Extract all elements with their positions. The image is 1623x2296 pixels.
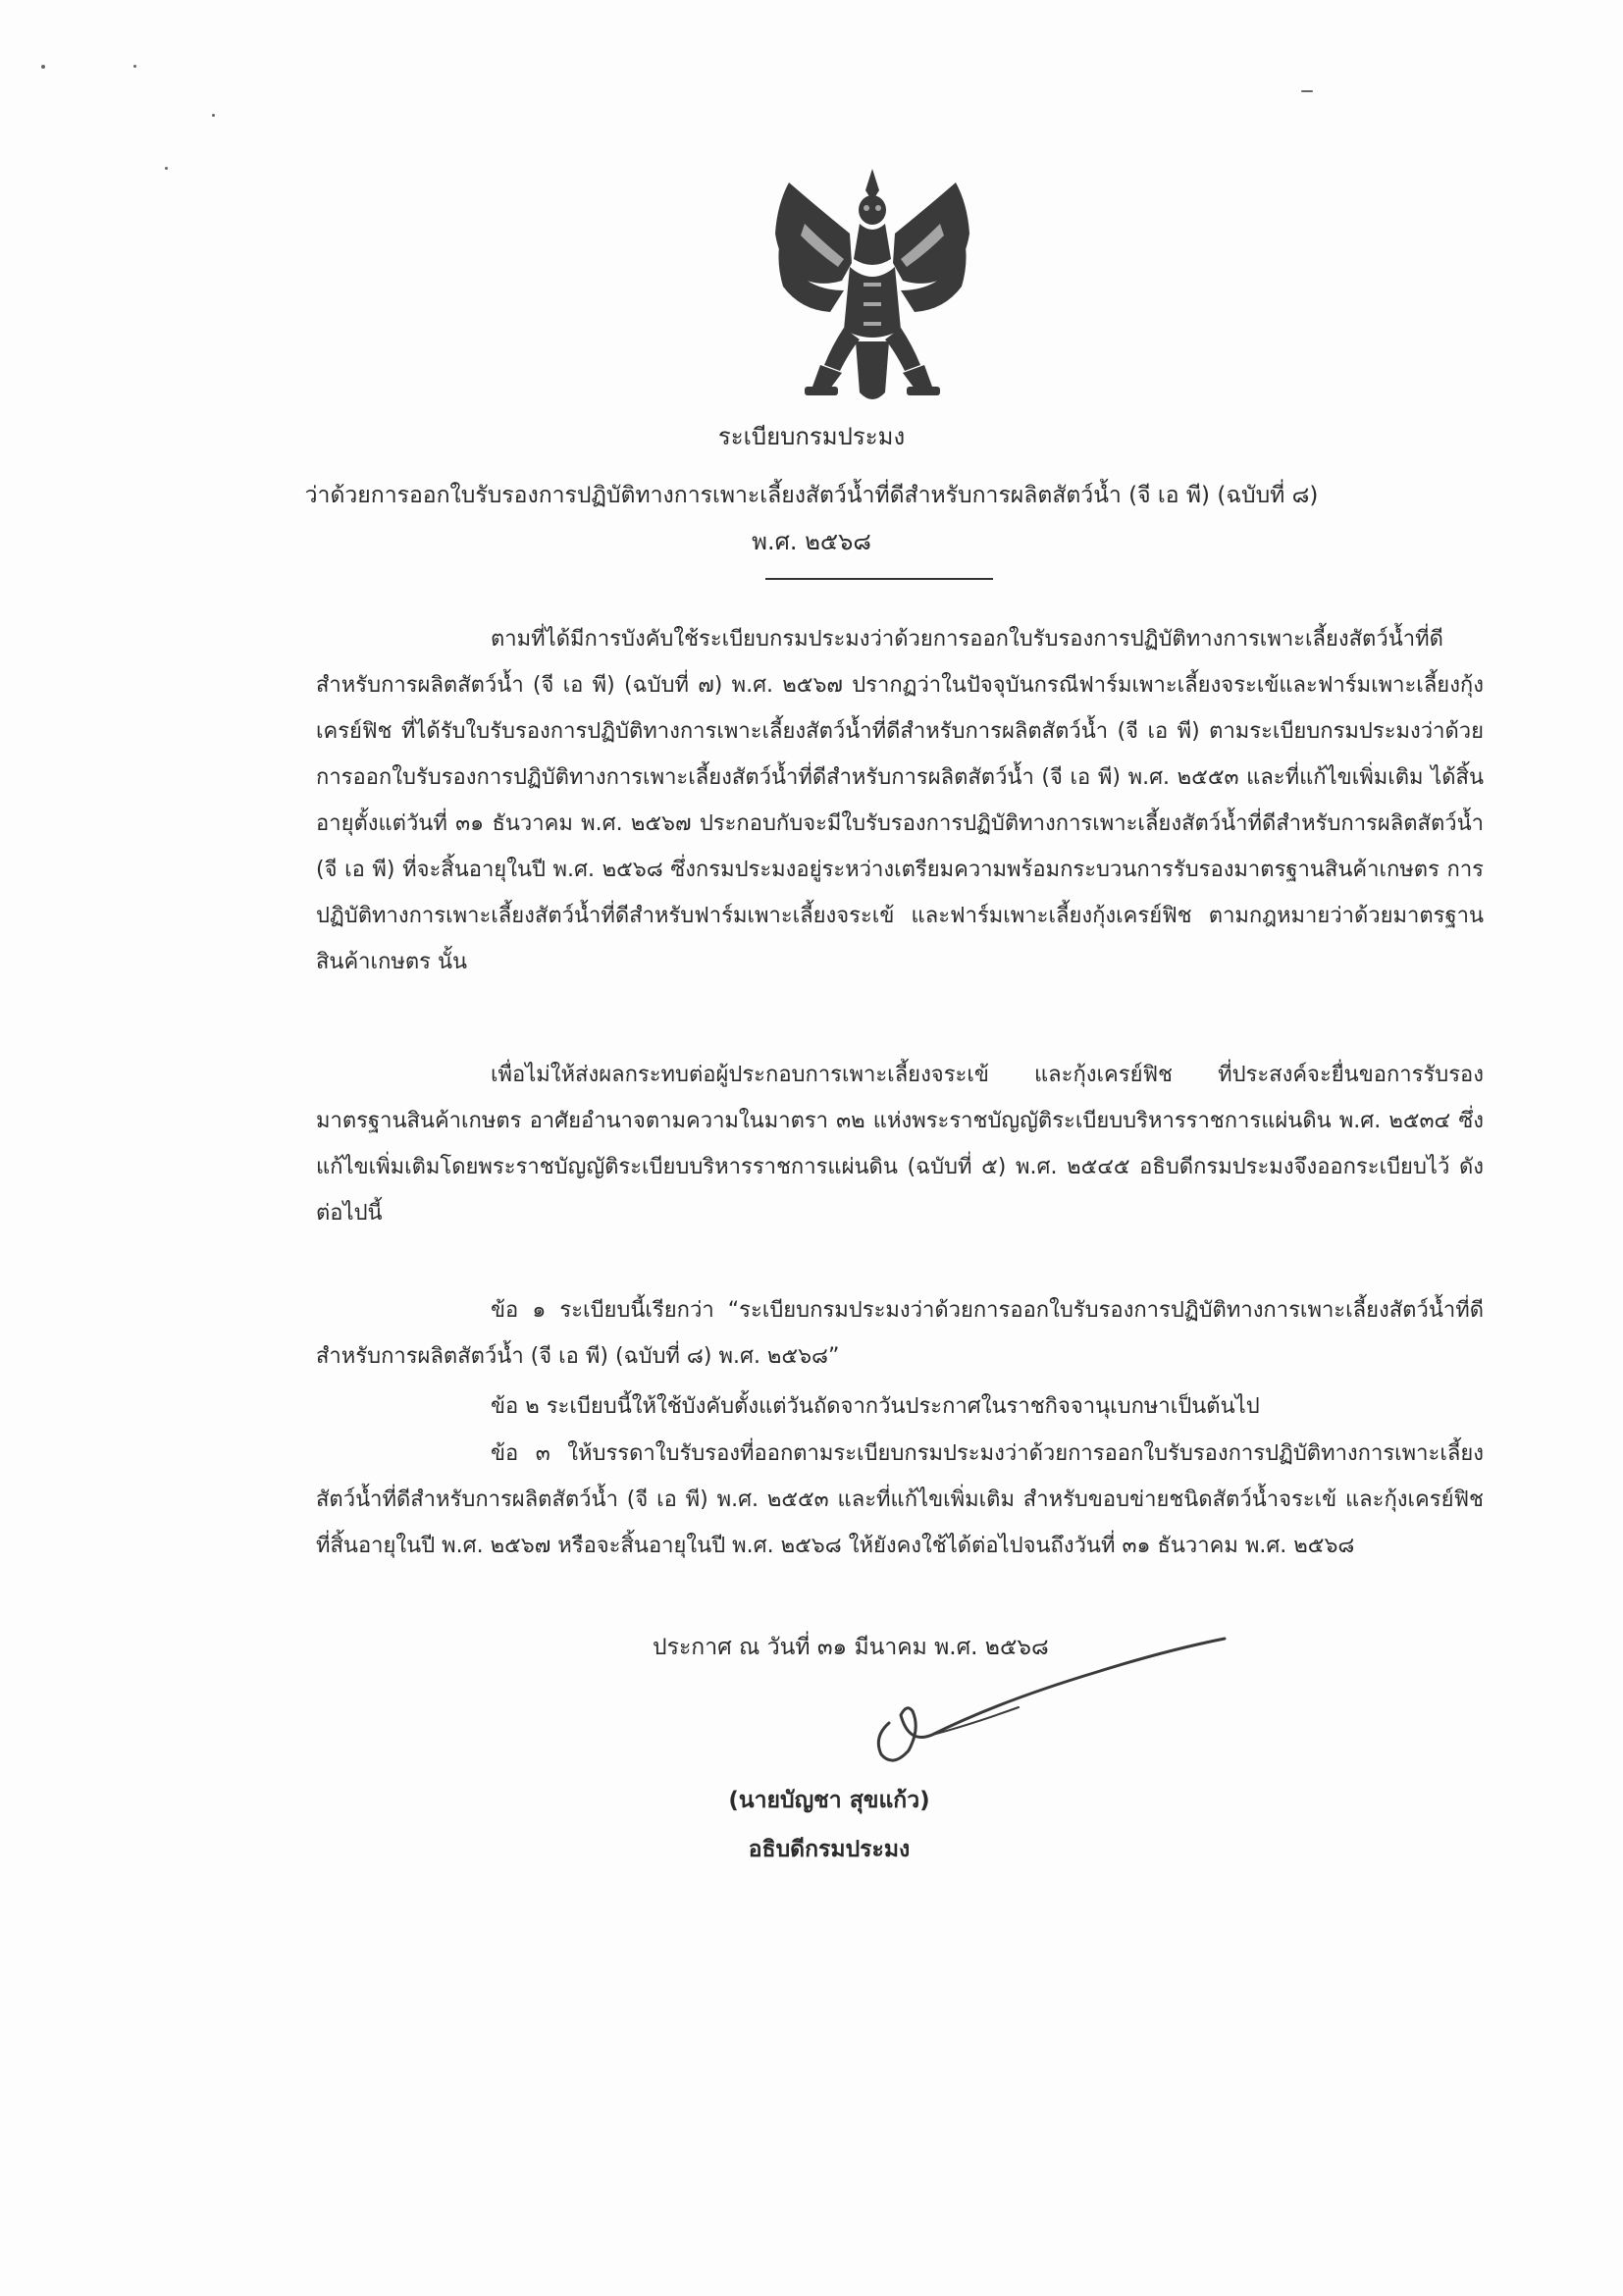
scan-speck (212, 114, 215, 117)
scan-speck (165, 167, 168, 170)
scan-speck (133, 65, 136, 68)
authority-paragraph: เพื่อไม่ให้ส่งผลกระทบต่อผู้ประกอบการเพาะเลี้ยงจระเข้ และกุ้งเครย์ฟิช ที่ประสงค์จะยื่นขอการรับรองมาตรฐานสินค้าเกษตร อาศัยอำนาจตามความในมาตรา ๓๒ แห่งพระราชบัญญัติระเบียบบริหารราชการแผ่นดิน พ.ศ. ๒๕๓๔ ซึ่งแก้ไขเพิ่มเติมโดยพระราชบัญญัติระเบียบบริหารราชการแผ่นดิน (ฉบับที่ ๕) พ.ศ. ๒๕๔๕ อธิบดีกรมประมงจึงออกระเบียบไว้ ดังต่อไปนี้ (316, 1063, 1484, 1226)
document-title: ระเบียบกรมประมง (717, 423, 906, 450)
document-subtitle: ว่าด้วยการออกใบรับรองการปฏิบัติทางการเพาะเลี้ยงสัตว์น้ำที่ดีสำหรับการผลิตสัตว์น้ำ (จี เอ พี) (ฉบับที่ ๘) (304, 483, 1319, 508)
scan-speck (41, 65, 45, 69)
clause-3-paragraph: ข้อ ๓ ให้บรรดาใบรับรองที่ออกตามระเบียบกรมประมงว่าด้วยการออกใบรับรองการปฏิบัติทางการเพาะเลี้ยงสัตว์น้ำที่ดีสำหรับการผลิตสัตว์น้ำ (จี เอ พี) พ.ศ. ๒๕๕๓ และที่แก้ไขเพิ่มเติม สำหรับขอบข่ายชนิดสัตว์น้ำจระเข้ และกุ้งเครย์ฟิช ที่สิ้นอายุในปี พ.ศ. ๒๕๖๗ หรือจะสิ้นอายุในปี พ.ศ. ๒๕๖๘ ให้ยังคงใช้ได้ต่อไปจนถึงวันที่ ๓๑ ธันวาคม พ.ศ. ๒๕๖๘ (316, 1441, 1484, 1558)
signer-title: อธิบดีกรมประมง (748, 1837, 911, 1862)
garuda-emblem-icon (765, 165, 979, 412)
signer-name: (นายบัญชา สุขแก้ว) (728, 1788, 930, 1813)
promulgation-date: ประกาศ ณ วันที่ ๓๑ มีนาคม พ.ศ. ๒๕๖๘ (653, 1635, 1049, 1660)
clause-2-paragraph: ข้อ ๒ ระเบียบนี้ให้ใช้บังคับตั้งแต่วันถัดจากวันประกาศในราชกิจจานุเบกษาเป็นต้นไป (491, 1394, 1260, 1419)
title-divider (765, 578, 993, 580)
scan-speck (1301, 90, 1313, 92)
document-year: พ.ศ. ๒๕๖๘ (752, 528, 871, 555)
signature-mark (852, 1617, 1244, 1784)
preamble-paragraph: ตามที่ได้มีการบังคับใช้ระเบียบกรมประมงว่าด้วยการออกใบรับรองการปฏิบัติทางการเพาะเลี้ยงสัตว์น้ำที่ดีสำหรับการผลิตสัตว์น้ำ (จี เอ พี) (ฉบับที่ ๗) พ.ศ. ๒๕๖๗ ปรากฏว่าในปัจจุบันกรณีฟาร์มเพาะเลี้ยงจระเข้และฟาร์มเพาะเลี้ยงกุ้งเครย์ฟิช ที่ได้รับใบรับรองการปฏิบัติทางการเพาะเลี้ยงสัตว์น้ำที่ดีสำหรับการผลิตสัตว์น้ำ (จี เอ พี) ตามระเบียบกรมประมงว่าด้วยการออกใบรับรองการปฏิบัติทางการเพาะเลี้ยงสัตว์น้ำที่ดีสำหรับการผลิตสัตว์น้ำ (จี เอ พี) พ.ศ. ๒๕๕๓ และที่แก้ไขเพิ่มเติม ได้สิ้นอายุตั้งแต่วันที่ ๓๑ ธันวาคม พ.ศ. ๒๕๖๗ ประกอบกับจะมีใบรับรองการปฏิบัติทางการเพาะเลี้ยงสัตว์น้ำที่ดีสำหรับการผลิตสัตว์น้ำ (จี เอ พี) ที่จะสิ้นอายุในปี พ.ศ. ๒๕๖๘ ซึ่งกรมประมงอยู่ระหว่างเตรียมความพร้อมกระบวนการรับรองมาตรฐานสินค้าเกษตร การปฏิบัติทางการเพาะเลี้ยงสัตว์น้ำที่ดีสำหรับฟาร์มเพาะเลี้ยงจระเข้ และฟาร์มเพาะเลี้ยงกุ้งเครย์ฟิช ตามกฎหมายว่าด้วยมาตรฐานสินค้าเกษตร นั้น (316, 627, 1484, 974)
clause-1-paragraph: ข้อ ๑ ระเบียบนี้เรียกว่า “ระเบียบกรมประมงว่าด้วยการออกใบรับรองการปฏิบัติทางการเพาะเลี้ยงสัตว์น้ำที่ดีสำหรับการผลิตสัตว์น้ำ (จี เอ พี) (ฉบับที่ ๘) พ.ศ. ๒๕๖๘” (316, 1298, 1484, 1369)
